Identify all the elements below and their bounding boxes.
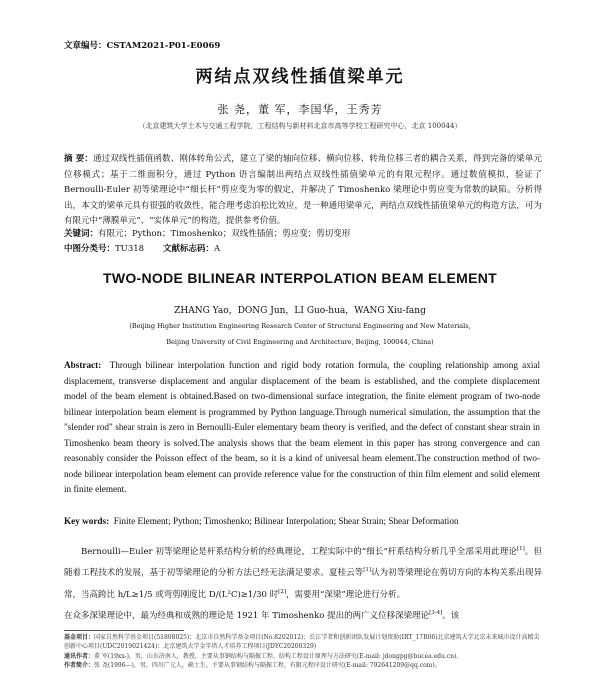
doc-code-value: A bbox=[214, 244, 221, 254]
body-paragraph-1-part-d: ，需要用“深梁”理论进行分析。 bbox=[285, 589, 406, 600]
clc-label: 中图分类号： bbox=[64, 244, 116, 254]
doc-code-label: 文献标志码： bbox=[163, 244, 215, 254]
classification-line bbox=[64, 242, 220, 254]
chinese-abstract-text: 通过双线性插值函数、刚体转角公式，建立了梁的轴向位移、横向位移、转角位移三者的耦合关系，得到完备的梁单元位移模式；基于二维面积分，通过 Python 语言编制出两结点双线性插值梁单元的有限元程序。通过数值模拟，验证了 Bernoulli-Euler 初等梁理论中“细长杆”剪应变为零的假定，并解决了 Timoshenko 梁理论中剪应变为常数的缺陷。分析得出，本文的梁单元具有很强的收敛性，能合理考虑泊松比效应，是一种通用梁单元，两结点双线性插值梁单元的构造方法，可为有限元中“薄膜单元”、“实体单元”的构造，提供参考价值。 bbox=[64, 154, 542, 226]
body-introduction bbox=[64, 540, 542, 625]
english-authors: ZHANG Yao，DONG Jun，LI Guo-hua，WANG Xiu-fang bbox=[174, 306, 426, 316]
english-title: TWO-NODE BILINEAR INTERPOLATION BEAM ELEMENT bbox=[102, 270, 498, 286]
english-abstract-label: Abstract: bbox=[64, 360, 102, 370]
body-paragraph-1-part-b: 。但随着工程技术的发展，基于初等梁理论的分析方法已经无法满足要求。夏桂云等 bbox=[64, 546, 542, 579]
body-paragraph-2-part-b: 。该 bbox=[442, 610, 460, 621]
english-abstract bbox=[64, 358, 540, 498]
citation-ref: [3-4] bbox=[429, 609, 443, 616]
chinese-affiliation: （北京建筑大学土木与交通工程学院，工程结构与新材料北京市高等学校工程研究中心，北京 100044） bbox=[138, 122, 462, 130]
author-bio-label: 作者简介： bbox=[64, 662, 95, 669]
article-number: 文章编号：CSTAM2021-P01-E0069 bbox=[64, 41, 221, 51]
footnote-divider bbox=[64, 630, 184, 631]
english-affiliation-line-1: (Beijing Higher Institution Engineering Research Center of Structural Engineering and New Materials, bbox=[129, 322, 471, 330]
citation-ref: [2] bbox=[278, 588, 286, 595]
chinese-authors: 张 尧，董 军，李国华，王秀芳 bbox=[217, 103, 383, 116]
footnote-author-bio bbox=[64, 662, 544, 671]
english-abstract-text: Through bilinear interpolation function and rigid body rotation formula, the coupling relationship among axial displacement, transverse displacement and angular displacement of the beam is established, and the complete displacement model of the beam element is obtained.Based on two-dimensional surface integration, the finite element program of two-node bilinear interpolation beam element is programmed by Python language.Through numerical simulation, the assumption that the "slender rod" shear strain is zero in Bernoulli-Euler elementary beam theory is verified, and the defect of constant shear strain in Timoshenko beam theory is solved.The analysis shows that the beam element in this paper has strong convergence and can reasonably consider the Poisson effect of the beam, so it is a kind of universal beam element.The construction method of two-node bilinear interpolation beam element can provide reference value for the construction of thin film element and solid element in finite element. bbox=[64, 360, 540, 494]
citation-ref: [1] bbox=[516, 546, 525, 552]
english-affiliation-line-2: Beijing University of Civil Engineering and Architecture, Beijing, 100044, China) bbox=[166, 338, 434, 346]
corresponding-author-text: 董 军(19xx-)，男，山东济南人，教授，主要从事钢结构与隔振工程、结构工程设计原理与方法研究(E-mail: jdongpg@bucea.edu.cn)。 bbox=[94, 653, 463, 660]
chinese-keywords bbox=[64, 227, 350, 239]
chinese-abstract-label: 摘 要： bbox=[64, 154, 94, 164]
english-keywords-label: Key words: bbox=[64, 516, 110, 526]
citation-ref: [1] bbox=[363, 567, 372, 574]
clc-value: TU318 bbox=[115, 244, 145, 254]
body-paragraph-1-part-a: Bernoulli—Euler 初等梁理论是杆系结构分析的经典理论，工程实际中的“细长”杆系结构分析几乎全部采用此理论 bbox=[81, 546, 517, 557]
footnote-corresponding-author bbox=[64, 653, 544, 662]
chinese-keywords-label: 关键词： bbox=[64, 229, 99, 239]
english-keywords bbox=[64, 516, 459, 526]
funding-label: 基金项目： bbox=[64, 634, 95, 641]
body-paragraph-2-part-a: 在众多深梁理论中，最为经典和成熟的理论是 1921 年 Timoshenko 提出的两广义位移深梁理论 bbox=[64, 610, 430, 621]
footnote-funding bbox=[64, 634, 544, 651]
chinese-title: 两结点双线性插值梁单元 bbox=[195, 67, 405, 87]
english-keywords-text: Finite Element; Python; Timoshenko; Bilinear Interpolation; Shear Strain; Shear Deformation bbox=[113, 516, 459, 526]
chinese-keywords-text: 有限元；Python；Timoshenko；双线性插值；剪应变；剪切变形 bbox=[98, 229, 351, 239]
author-bio-text: 张 尧(1996—)，男，四川广元人，硕士生，主要从事钢结构与隔振工程、有限元程序设计研究(E-mail: 792641209@qq.com)。 bbox=[94, 662, 441, 669]
funding-text: 国家自然科学基金项目(51808025)；北京市自然科学基金项目(No.8202012)；长江学者和创新团队发展计划资助(IRT_17R06)北京建筑大学北京未来城市设计高精尖创新中心项目(UDC2019021424)；北京建筑大学金字塔人才培养工程项目(JDYC20200329) bbox=[64, 634, 540, 650]
chinese-abstract bbox=[64, 152, 542, 230]
corresponding-author-label: 通讯作者： bbox=[64, 653, 95, 660]
body-paragraph-1-part-c: 认为初等梁理论在剪切方向的本构关系出现异常，当高跨比 h/L≥1/5 或弯剪刚度比 D/(L²C)≥1/30 时 bbox=[64, 568, 542, 600]
